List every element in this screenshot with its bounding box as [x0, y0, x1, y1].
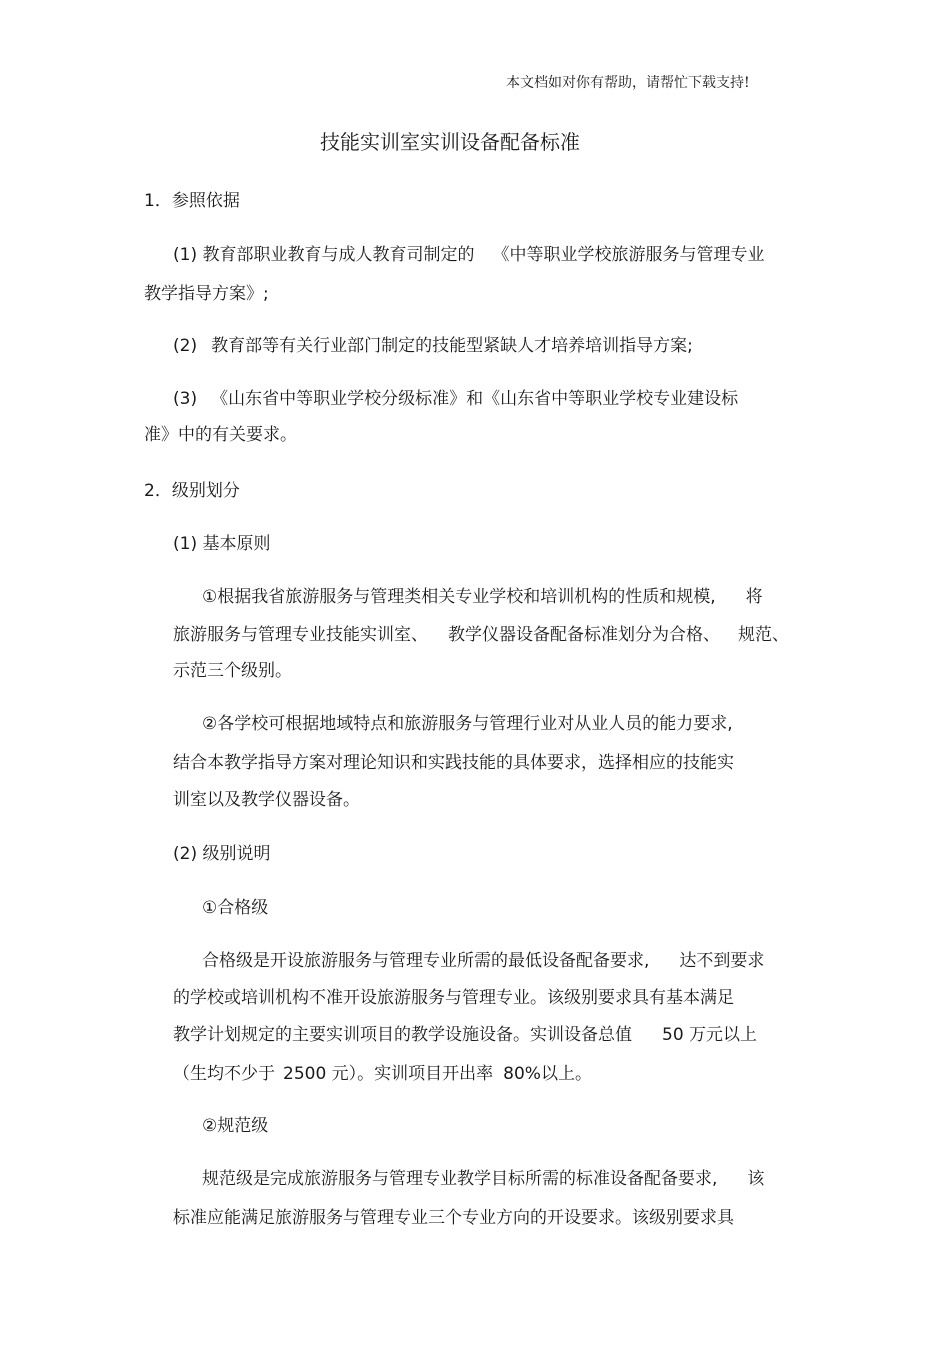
principle-1-line-2-part-b: 教学仪器设备配备标准划分为合格、 — [448, 625, 720, 645]
item-2-number: (2) — [173, 336, 198, 356]
qualified-level-heading: ①合格级 — [202, 898, 269, 918]
document-title: 技能实训室实训设备配备标准 — [320, 130, 580, 154]
standard-line-2: 标准应能满足旅游服务与管理专业三个专业方向的开设要求。该级别要求具 — [173, 1208, 734, 1228]
qualified-line-4-part-c: 80%以上。 — [503, 1064, 592, 1084]
principle-1-line-3: 示范三个级别。 — [173, 661, 292, 681]
qualified-line-1-end: 达不到要求 — [679, 951, 765, 971]
qualified-line-3-text: 教学计划规定的主要实训项目的教学设施设备。实训设备总值 — [173, 1025, 632, 1045]
item-2-text: 教育部等有关行业部门制定的技能型紧缺人才培养培训指导方案; — [211, 336, 693, 356]
item-3-text: 《山东省中等职业学校分级标准》和《山东省中等职业学校专业建设标 — [211, 389, 739, 409]
principle-1-line-1-end: 将 — [745, 587, 763, 607]
subsection-2-heading: (2) 级别说明 — [173, 844, 271, 864]
item-1-part-b: 《中等职业学校旅游服务与管理专业 — [492, 245, 765, 265]
standard-line-1 — [202, 1168, 764, 1190]
item-1-part-a: (1) 教育部职业教育与成人教育司制定的 — [173, 245, 475, 265]
principle-1-line-2-part-a: 旅游服务与管理专业技能实训室、 — [173, 625, 428, 645]
principle-1-line-1 — [202, 586, 763, 608]
section-1-item-1-line-2: 教学指导方案》; — [144, 284, 269, 304]
principle-1-line-2-part-c: 规范、 — [738, 625, 789, 645]
principle-1-line-2 — [173, 624, 789, 646]
subsection-1-heading: (1) 基本原则 — [173, 534, 271, 554]
qualified-line-4 — [173, 1063, 592, 1085]
qualified-line-2: 的学校或培训机构不准开设旅游服务与管理专业。该级别要求具有基本满足 — [173, 988, 734, 1008]
qualified-line-3 — [173, 1024, 757, 1046]
qualified-line-4-part-b: 2500 元）。实训项目开出率 — [283, 1064, 494, 1084]
principle-2-line-1: ②各学校可根据地域特点和旅游服务与管理行业对从业人员的能力要求, — [202, 714, 733, 734]
section-1-heading: 1．参照依据 — [144, 191, 240, 211]
principle-2-line-3: 训室以及教学仪器设备。 — [173, 790, 360, 810]
section-1-item-3-line-1 — [173, 388, 738, 410]
standard-level-heading: ②规范级 — [202, 1116, 269, 1136]
principle-2-line-2: 结合本教学指导方案对理论知识和实践技能的具体要求，选择相应的技能实 — [173, 753, 734, 773]
header-note: 本文档如对你有帮助，请帮忙下载支持! — [506, 75, 750, 91]
section-2-heading: 2．级别划分 — [144, 481, 240, 501]
item-3-number: (3) — [173, 389, 198, 409]
principle-1-line-1-text: ①根据我省旅游服务与管理类相关专业学校和培训机构的性质和规模, — [202, 587, 716, 607]
qualified-line-1 — [202, 950, 764, 972]
section-1-item-2 — [173, 335, 693, 357]
section-1-item-1-line-1 — [173, 244, 764, 266]
qualified-line-3-amount: 50 万元以上 — [662, 1025, 758, 1045]
section-1-item-3-line-2: 准》中的有关要求。 — [144, 425, 297, 445]
qualified-line-4-part-a: （生均不少于 — [173, 1064, 275, 1084]
standard-line-1-end: 该 — [747, 1169, 765, 1189]
standard-line-1-text: 规范级是完成旅游服务与管理专业教学目标所需的标准设备配备要求, — [202, 1169, 718, 1189]
qualified-line-1-text: 合格级是开设旅游服务与管理专业所需的最低设备配备要求, — [202, 951, 650, 971]
